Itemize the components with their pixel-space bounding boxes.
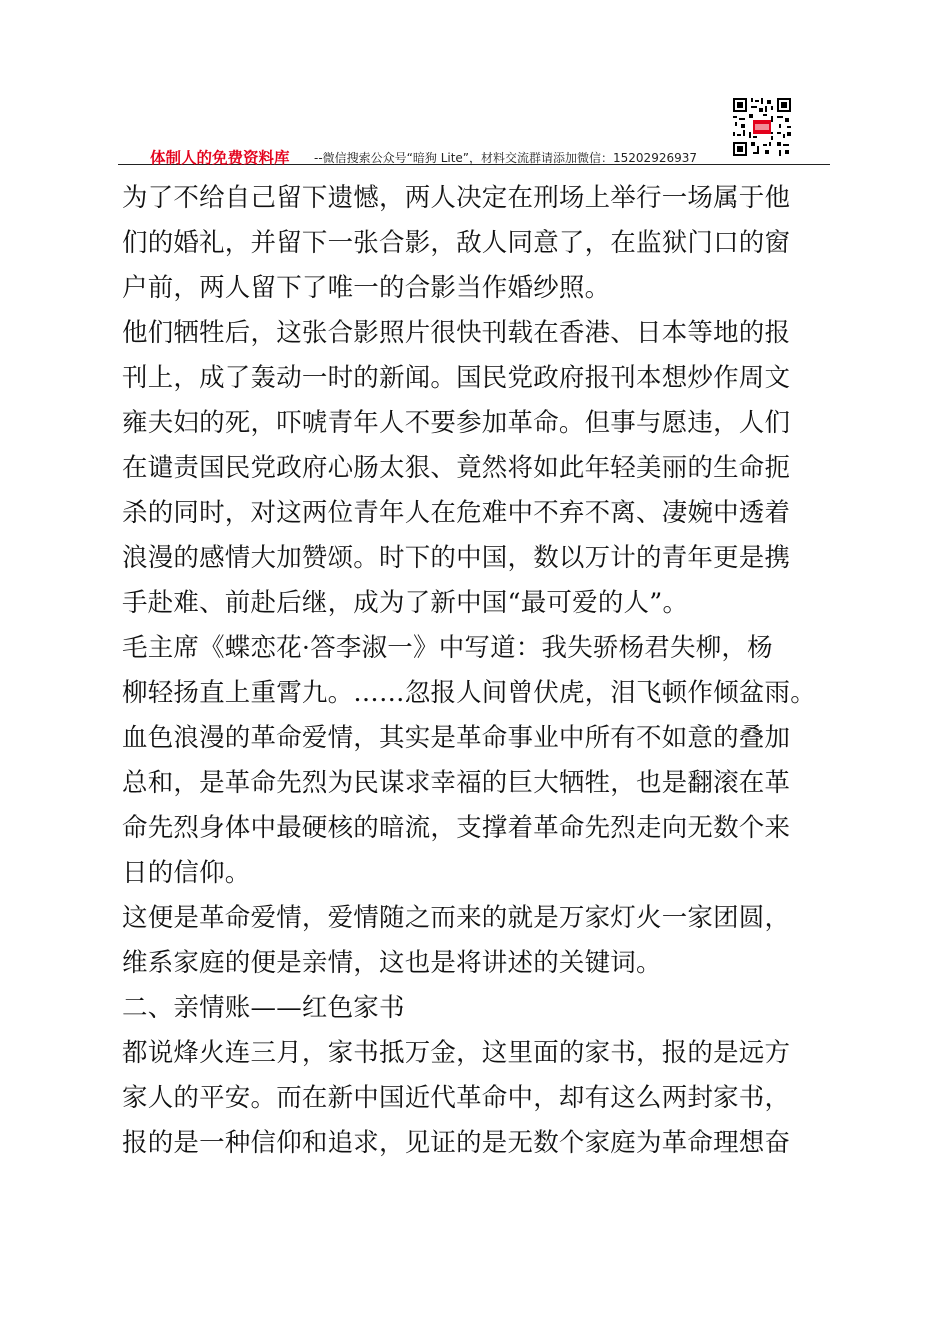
text-line: 浪漫的感情大加赞颂。时下的中国，数以万计的青年更是携 bbox=[122, 543, 791, 573]
text-line: 他们牺牲后，这张合影照片很快刊载在香港、日本等地的报 bbox=[122, 318, 791, 348]
text-line: 雍夫妇的死，吓唬青年人不要参加革命。但事与愿违，人们 bbox=[122, 408, 791, 438]
text-line: 柳轻扬直上重霄九。……忽报人间曾伏虎，泪飞顿作倾盆雨。 bbox=[122, 678, 816, 708]
text-line: 维系家庭的便是亲情，这也是将讲述的关键词。 bbox=[122, 948, 662, 978]
page-header bbox=[118, 140, 830, 165]
text-line: 日的信仰。 bbox=[122, 858, 251, 888]
text-line: 刊上，成了轰动一时的新闻。国民党政府报刊本想炒作周文 bbox=[122, 363, 791, 393]
section-heading: 二、亲情账——红色家书 bbox=[122, 993, 405, 1023]
text-line: 毛主席《蝶恋花·答李淑一》中写道：我失骄杨君失柳，杨 bbox=[122, 633, 773, 663]
text-line: 报的是一种信仰和追求，见证的是无数个家庭为革命理想奋 bbox=[122, 1128, 791, 1158]
text-line: 杀的同时，对这两位青年人在危难中不弃不离、凄婉中透着 bbox=[122, 498, 791, 528]
body-text bbox=[122, 176, 882, 1166]
text-line: 手赴难、前赴后继，成为了新中国“最可爱的人”。 bbox=[122, 588, 689, 618]
text-line: 这便是革命爱情，爱情随之而来的就是万家灯火一家团圆， bbox=[122, 903, 791, 933]
text-line: 命先烈身体中最硬核的暗流，支撑着革命先烈走向无数个来 bbox=[122, 813, 791, 843]
text-line: 在谴责国民党政府心肠太狠、竟然将如此年轻美丽的生命扼 bbox=[122, 453, 791, 483]
text-line: 们的婚礼，并留下一张合影，敌人同意了，在监狱门口的窗 bbox=[122, 228, 791, 258]
text-line: 为了不给自己留下遗憾，两人决定在刑场上举行一场属于他 bbox=[122, 183, 791, 213]
header-note: --微信搜索公众号“暗狗 Lite”，材料交流群请添加微信：15202926937 bbox=[314, 151, 697, 165]
text-line: 血色浪漫的革命爱情，其实是革命事业中所有不如意的叠加 bbox=[122, 723, 791, 753]
header-brand: 体制人的免费资料库 bbox=[150, 149, 290, 167]
text-line: 家人的平安。而在新中国近代革命中，却有这么两封家书， bbox=[122, 1083, 791, 1113]
text-line: 总和，是革命先烈为民谋求幸福的巨大牺牲，也是翻滚在革 bbox=[122, 768, 791, 798]
text-line: 都说烽火连三月，家书抵万金，这里面的家书，报的是远方 bbox=[122, 1038, 791, 1068]
text-line: 户前，两人留下了唯一的合影当作婚纱照。 bbox=[122, 273, 611, 303]
